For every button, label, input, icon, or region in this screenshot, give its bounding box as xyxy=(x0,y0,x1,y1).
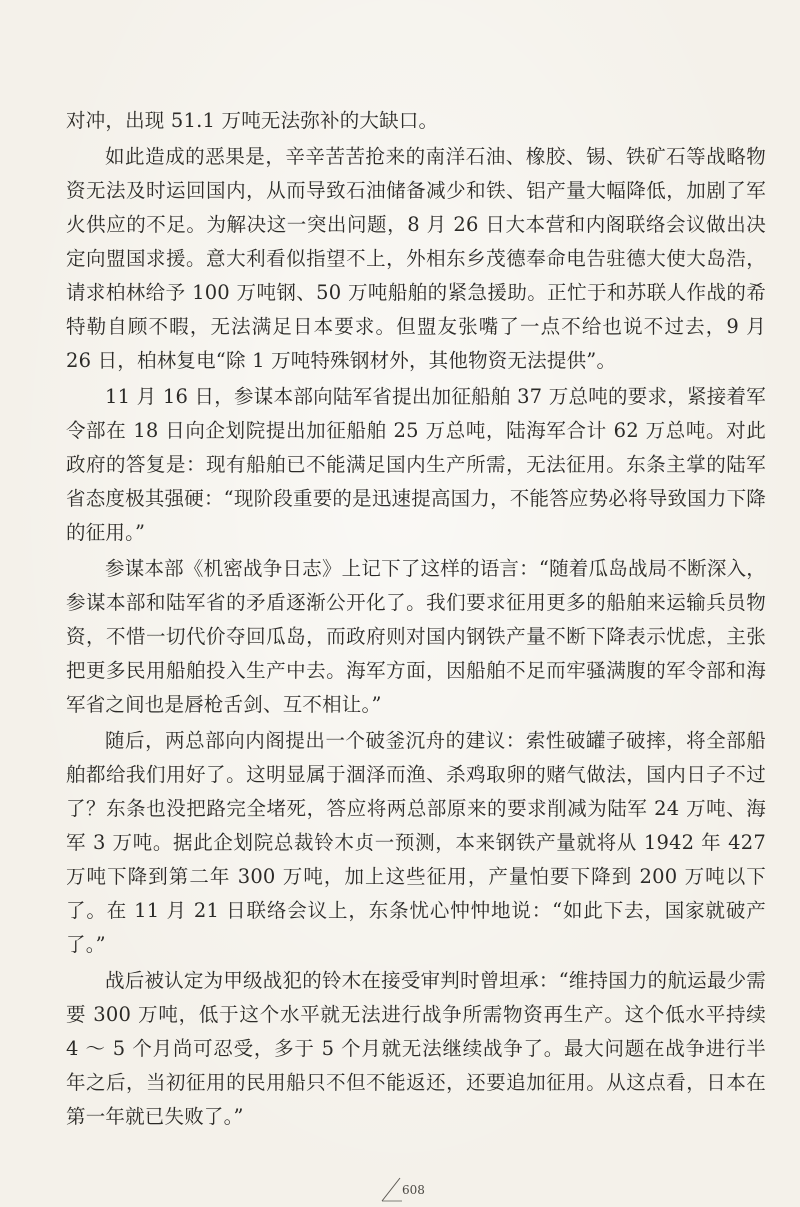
paragraph-continuation: 对冲，出现 51.1 万吨无法弥补的大缺口。 xyxy=(66,109,439,132)
page-number: 608 xyxy=(402,1183,425,1197)
page-footer xyxy=(0,1175,800,1205)
paragraph: 参谋本部《机密战争日志》上记下了这样的语言：“随着瓜岛战局不断深入，参谋本部和陆军省的矛盾逐渐公开化了。我们要求征用更多的船舶来运输兵员物资，不惜一切代价夺回瓜岛，而政府则对国内钢铁产量不断下降表示忧虑，主张把更多民用船舶投入生产中去。海军方面，因船舶不足而牢骚满腹的军令部和海军省之间也是唇枪舌剑、互不相让。” xyxy=(66,557,766,716)
paragraph: 随后，两总部向内阁提出一个破釜沉舟的建议：索性破罐子破摔，将全部船舶都给我们用好了。这明显属于涸泽而渔、杀鸡取卵的赌气做法，国内日子不过了？东条也没把路完全堵死，答应将两总部原来的要求削减为陆军 24 万吨、海军 3 万吨。据此企划院总裁铃木贞一预测，本来钢铁产量就将从 1942 年 427 万吨下降到第二年 300 万吨，加上这些征用，产量怕要下降到 200 万吨以下了。在 11 月 21 日联络会议上，东条忧心忡忡地说：“如此下去，国家就破产了。” xyxy=(66,729,766,956)
page-number-slash-decoration xyxy=(378,1175,404,1203)
body-text xyxy=(66,104,766,1136)
paragraph: 战后被认定为甲级战犯的铃木在接受审判时曾坦承：“维持国力的航运最少需要 300 万吨，低于这个水平就无法进行战争所需物资再生产。这个低水平持续 4 ～ 5 个月尚可忍受，多于 5 个月就无法继续战争了。最大问题在战争进行半年之后，当初征用的民用船只不但不能返还，还要追加征用。从这点看，日本在第一年就已失败了。” xyxy=(66,969,766,1128)
paragraph: 11 月 16 日，参谋本部向陆军省提出加征船舶 37 万总吨的要求，紧接着军令部在 18 日向企划院提出加征船舶 25 万总吨，陆海军合计 62 万总吨。对此政府的答复是：现有船舶已不能满足国内生产所需，无法征用。东条主掌的陆军省态度极其强硬：“现阶段重要的是迅速提高国力，不能答应势必将导致国力下降的征用。” xyxy=(66,385,766,544)
paragraph: 如此造成的恶果是，辛辛苦苦抢来的南洋石油、橡胶、锡、铁矿石等战略物资无法及时运回国内，从而导致石油储备减少和铁、铝产量大幅降低，加剧了军火供应的不足。为解决这一突出问题，8 月 26 日大本营和内阁联络会议做出决定向盟国求援。意大利看似指望不上，外相东乡茂德奉命电告驻德大使大岛浩，请求柏林给予 100 万吨钢、50 万吨船舶的紧急援助。正忙于和苏联人作战的希特勒自顾不暇，无法满足日本要求。但盟友张嘴了一点不给也说不过去，9 月 26 日，柏林复电“除 1 万吨特殊钢材外，其他物资无法提供”。 xyxy=(66,145,766,372)
